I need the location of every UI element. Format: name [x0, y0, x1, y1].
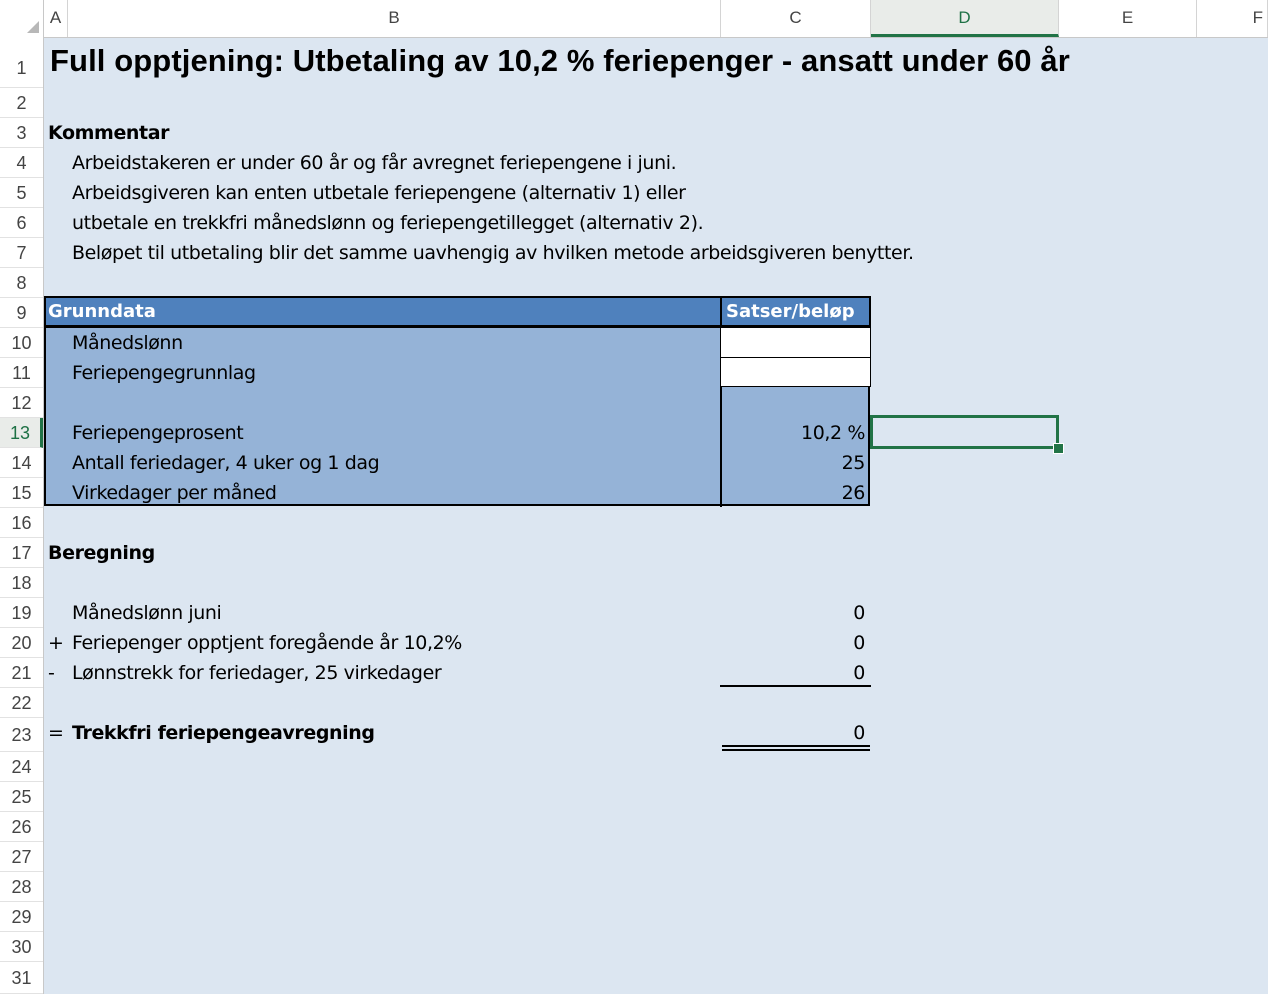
beregning-row-value[interactable]: 0 [853, 662, 865, 684]
row-header-17[interactable]: 17 [0, 538, 43, 568]
grunndata-header-value: Satser/beløp [726, 301, 855, 322]
row-header-31[interactable]: 31 [0, 962, 43, 994]
selected-cell-d13[interactable] [870, 415, 1059, 449]
row-header-19[interactable]: 19 [0, 598, 43, 628]
row-header-12[interactable]: 12 [0, 388, 43, 418]
beregning-row-label: Feriepenger opptjent foregående år 10,2% [72, 632, 462, 654]
comment-line: Beløpet til utbetaling blir det samme uavhengig av hvilken metode arbeidsgiveren benytter. [72, 242, 914, 264]
sheet-title: Full opptjening: Utbetaling av 10,2 % feriepenger - ansatt under 60 år [50, 43, 1070, 78]
row-header-7[interactable]: 7 [0, 238, 43, 268]
column-header-e[interactable]: E [1059, 0, 1197, 37]
beregning-operator: + [48, 632, 64, 654]
row-header-22[interactable]: 22 [0, 688, 43, 718]
feriedager-value[interactable]: 25 [841, 452, 865, 474]
row-header-29[interactable]: 29 [0, 902, 43, 932]
row-header-23[interactable]: 23 [0, 718, 43, 752]
subtotal-underline [720, 685, 871, 687]
fill-handle[interactable] [1053, 443, 1064, 454]
row-header-15[interactable]: 15 [0, 478, 43, 508]
row-header-2[interactable]: 2 [0, 88, 43, 118]
comment-line: Arbeidstakeren er under 60 år og får avregnet feriepengene i juni. [72, 152, 677, 174]
row-header-8[interactable]: 8 [0, 268, 43, 298]
row-header-28[interactable]: 28 [0, 872, 43, 902]
virkedager-value[interactable]: 26 [841, 482, 865, 504]
grunndata-header-label: Grunndata [48, 301, 156, 322]
row-header-21[interactable]: 21 [0, 658, 43, 688]
beregning-row-value[interactable]: 0 [853, 632, 865, 654]
row-header-9[interactable]: 9 [0, 298, 43, 328]
grunndata-row-label: Feriepengeprosent [72, 422, 244, 444]
comment-line: Arbeidsgiveren kan enten utbetale feriepengene (alternativ 1) eller [72, 182, 686, 204]
row-header-25[interactable]: 25 [0, 782, 43, 812]
beregning-heading: Beregning [48, 542, 155, 564]
grunndata-row-label: Virkedager per måned [72, 482, 277, 504]
total-operator: = [48, 722, 64, 744]
total-value[interactable]: 0 [853, 722, 865, 744]
grunndata-row-label: Månedslønn [72, 332, 183, 354]
row-header-24[interactable]: 24 [0, 752, 43, 782]
grunndata-row-label: Antall feriedager, 4 uker og 1 dag [72, 452, 380, 474]
grunndata-row-label: Feriepengegrunnlag [72, 362, 256, 384]
column-header-c[interactable]: C [721, 0, 871, 37]
maanedslonn-input[interactable] [720, 327, 871, 358]
column-header-f[interactable] [1197, 0, 1268, 37]
row-header-13[interactable]: 13 [0, 418, 43, 448]
row-header-11[interactable]: 11 [0, 358, 43, 388]
beregning-row-label: Månedslønn juni [72, 602, 222, 624]
row-header-27[interactable]: 27 [0, 842, 43, 872]
feriepengegrunnlag-input[interactable] [720, 357, 871, 387]
column-header-b[interactable]: B [68, 0, 721, 37]
total-double-underline-bottom [722, 749, 870, 751]
row-header-5[interactable]: 5 [0, 178, 43, 208]
row-header-30[interactable]: 30 [0, 932, 43, 962]
beregning-row-value[interactable]: 0 [853, 602, 865, 624]
select-all-triangle-icon [27, 21, 39, 33]
row-header-14[interactable]: 14 [0, 448, 43, 478]
beregning-row-label: Lønnstrekk for feriedager, 25 virkedager [72, 662, 442, 684]
feriepengeprosent-value[interactable]: 10,2 % [801, 422, 865, 444]
comment-heading: Kommentar [48, 122, 170, 144]
column-header-row [0, 0, 1268, 38]
row-header-26[interactable]: 26 [0, 812, 43, 842]
row-header-6[interactable]: 6 [0, 208, 43, 238]
total-label: Trekkfri feriepengeavregning [72, 722, 375, 744]
select-all-corner[interactable] [0, 0, 44, 37]
row-header-4[interactable]: 4 [0, 148, 43, 178]
comment-line: utbetale en trekkfri månedslønn og feriepengetillegget (alternativ 2). [72, 212, 704, 234]
column-header-d[interactable]: D [871, 0, 1059, 37]
row-header-3[interactable]: 3 [0, 118, 43, 148]
row-header-10[interactable]: 10 [0, 328, 43, 358]
total-double-underline-top [722, 745, 870, 747]
beregning-operator: - [48, 662, 55, 684]
row-header-20[interactable]: 20 [0, 628, 43, 658]
column-header-a[interactable]: A [44, 0, 68, 37]
row-header-1[interactable]: 1 [0, 37, 43, 88]
row-header-18[interactable]: 18 [0, 568, 43, 598]
row-header-16[interactable]: 16 [0, 508, 43, 538]
column-header-f-label: F [1252, 8, 1263, 27]
